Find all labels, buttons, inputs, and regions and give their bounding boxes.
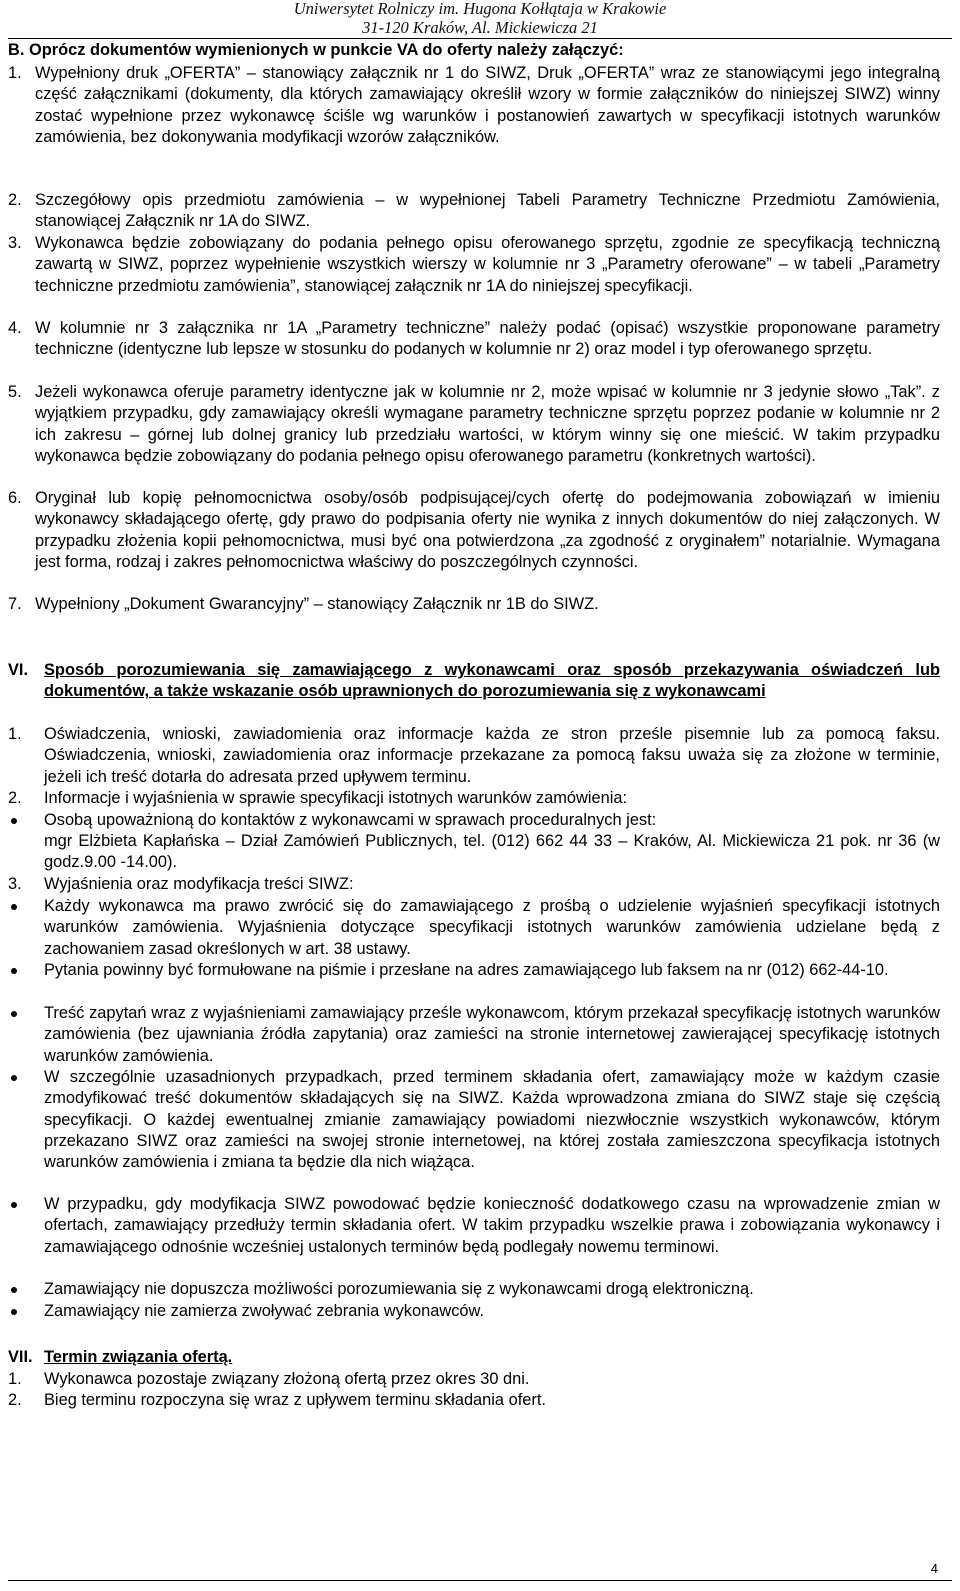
bullet-text: Treść zapytań wraz z wyjaśnieniami zamawiający prześle wykonawcom, którym przekazał specyfikację istotnych warunków zamówienia (bez ujawniania źródła zapytania) oraz zamieści na stronie internetowej zawierającej specyfikację istotnych warunków zamówienia. bbox=[44, 1004, 940, 1065]
bullet-text: Pytania powinny być formułowane na piśmie i przesłane na adres zamawiającego lub faksem na nr (012) 662-44-10. bbox=[44, 961, 889, 979]
list-item bbox=[8, 382, 940, 467]
bullet-text: W szczególnie uzasadnionych przypadkach, przed terminem składania ofert, zamawiający może w każdym czasie zmodyfikować treść dokumentów składających się na SIWZ. Każda wprowadzona zmiana do SIWZ staje się częścią specyfikacji. O każdej ewentualnej zmianie zamawiający powiadomi niezwłocznie wszystkich wykonawców, którym przekazano SIWZ oraz zamieści na swojej stronie internetowej, na której została zamieszczona specyfikacja istotnych warunków zamówienia i zmiana ta będzie dla nich wiążąca. bbox=[44, 1068, 940, 1172]
section-vii-heading bbox=[8, 1347, 940, 1368]
list-item bbox=[8, 233, 940, 297]
list-item-text: Informacje i wyjaśnienia w sprawie specyfikacji istotnych warunków zamówienia: bbox=[44, 789, 628, 807]
list-item-text: Bieg terminu rozpoczyna się wraz z upływem terminu składania ofert. bbox=[44, 1391, 546, 1409]
list-item-number: 1. bbox=[8, 64, 22, 82]
list-item-text: Wypełniony „Dokument Gwarancyjny” – stanowiący Załącznik nr 1B do SIWZ. bbox=[35, 595, 599, 613]
footer-divider bbox=[8, 1580, 952, 1581]
bullet-item bbox=[8, 1003, 940, 1067]
list-item bbox=[8, 1390, 940, 1411]
bullet-item bbox=[8, 1301, 940, 1322]
bullet-icon bbox=[11, 968, 17, 974]
header-university-name: Uniwersytet Rolniczy im. Hugona Kołłątaja w Krakowie bbox=[293, 0, 667, 18]
bullet-text: Osobą upoważnioną do kontaktów z wykonawcami w sprawach proceduralnych jest: bbox=[44, 811, 657, 829]
list-item bbox=[8, 488, 940, 573]
bullet-item bbox=[8, 1279, 940, 1300]
list-item-text: Oryginał lub kopię pełnomocnictwa osoby/osób podpisującej/cych ofertę do podejmowania zobowiązań w imieniu wykonawcy składającego ofertę, gdy prawo do podpisania oferty nie wynika z innych dokumentów do niej załączonych. W przypadku złożenia kopii pełnomocnictwa, musi być ona potwierdzona „za zgodność z oryginałem” notarialnie. Wymagana jest forma, rodzaj i zakres pełnomocnictwa właściwy do poszczególnych czynności. bbox=[35, 489, 940, 571]
bullet-icon bbox=[11, 1202, 17, 1208]
bullet-item bbox=[8, 896, 940, 960]
bullet-icon bbox=[11, 818, 17, 824]
contact-person: mgr Elżbieta Kapłańska – Dział Zamówień Publicznych, tel. (012) 662 44 33 – Kraków, Al. Mickiewicza 21 pok. nr 36 (w godz.9.00 -14.00). bbox=[44, 832, 940, 872]
bullet-item bbox=[8, 1067, 940, 1173]
list-item-number: 2. bbox=[8, 789, 22, 807]
list-item bbox=[8, 594, 940, 615]
section-vi-heading bbox=[8, 660, 940, 703]
section-b-heading: B. Oprócz dokumentów wymienionych w punkcie VA do oferty należy załączyć: bbox=[8, 41, 624, 59]
list-item-text: Jeżeli wykonawca oferuje parametry identyczne jak w kolumnie nr 2, może wpisać w kolumnie nr 3 jedynie słowo „Tak”. z wyjątkiem przypadku, gdy zamawiający określi wymagane parametry techniczne sprzętu poprzez podanie w kolumnie nr 2 ich zakresu – górnej lub dolnej granicy lub przedziału wartości, w którym winny się one mieścić. W takim przypadku wykonawca będzie zobowiązany do podania pełnego opisu oferowanego parametru (konkretnych wartości). bbox=[35, 383, 940, 465]
list-item-number: 2. bbox=[8, 191, 22, 209]
header-address: 31-120 Kraków, Al. Mickiewicza 21 bbox=[362, 18, 598, 37]
list-item-number: 7. bbox=[8, 595, 22, 613]
section-title: Sposób porozumiewania się zamawiającego z wykonawcami oraz sposób przekazywania oświadczeń lub dokumentów, a także wskazanie osób uprawnionych do porozumiewania się z wykonawcami bbox=[44, 661, 940, 701]
bullet-item bbox=[8, 1194, 940, 1258]
bullet-icon bbox=[11, 1011, 17, 1017]
list-item-text: Oświadczenia, wnioski, zawiadomienia oraz informacje każda ze stron prześle pisemnie lub za pomocą faksu. Oświadczenia, wnioski, zawiadomienia oraz informacje przekazane za pomocą faksu uważa się za złożone w terminie, jeżeli ich treść dotarła do adresata przed upływem terminu. bbox=[44, 725, 940, 786]
section-number: VII. bbox=[8, 1348, 33, 1366]
list-item bbox=[8, 788, 940, 809]
list-item-text: Wypełniony druk „OFERTA” – stanowiący załącznik nr 1 do SIWZ, Druk „OFERTA” wraz ze stanowiącymi jego integralną część załącznikami (dokumenty, dla których zamawiający określił wzory w formie załączników do niniejszej SIWZ) winny zostać wypełnione przez wykonawcę ściśle wg warunków i postanowień zawartych w specyfikacji istotnych warunków zamówienia, bez dokonywania modyfikacji wzorów załączników. bbox=[35, 64, 940, 146]
bullet-text: Zamawiający nie dopuszcza możliwości porozumiewania się z wykonawcami drogą elektroniczną. bbox=[44, 1280, 754, 1298]
bullet-icon bbox=[11, 904, 17, 910]
bullet-text: Zamawiający nie zamierza zwoływać zebrania wykonawców. bbox=[44, 1302, 484, 1320]
list-item-number: 6. bbox=[8, 489, 22, 507]
list-item bbox=[8, 318, 940, 361]
list-item-number: 3. bbox=[8, 234, 22, 252]
list-item bbox=[8, 724, 940, 788]
bullet-icon bbox=[11, 1309, 17, 1315]
list-item-number: 3. bbox=[8, 875, 22, 893]
list-item-text: Wyjaśnienia oraz modyfikacja treści SIWZ: bbox=[44, 875, 354, 893]
bullet-icon bbox=[11, 1075, 17, 1081]
list-item-text: Wykonawca będzie zobowiązany do podania pełnego opisu oferowanego sprzętu, zgodnie ze specyfikacją techniczną zawartą w SIWZ, poprzez wypełnienie wszystkich wierszy w kolumnie nr 3 „Parametry oferowane” – w tabeli „Parametry techniczne przedmiotu zamówienia”, stanowiącej załącznik nr 1A do niniejszej specyfikacji. bbox=[35, 234, 940, 295]
list-item-text: W kolumnie nr 3 załącznika nr 1A „Parametry techniczne” należy podać (opisać) wszystkie proponowane parametry techniczne (identyczne lub lepsze w stosunku do podanych w kolumnie nr 2) oraz model i typ oferowanego sprzętu. bbox=[35, 319, 940, 359]
list-item-number: 1. bbox=[8, 725, 22, 743]
list-item bbox=[8, 63, 940, 148]
bullet-text: W przypadku, gdy modyfikacja SIWZ powodować będzie konieczność dodatkowego czasu na wprowadzenie zmian w ofertach, zamawiający przedłuży termin składania ofert. W takim przypadku wszelkie prawa i zobowiązania wykonawcy i zamawiającego odnośnie wcześniej ustalonych terminów będą podlegały nowemu terminowi. bbox=[44, 1195, 940, 1256]
list-item bbox=[8, 190, 940, 233]
bullet-icon bbox=[11, 1287, 17, 1293]
bullet-item bbox=[8, 810, 940, 831]
list-item-number: 1. bbox=[8, 1370, 22, 1388]
section-number: VI. bbox=[8, 661, 29, 679]
bullet-item bbox=[8, 960, 940, 981]
header-divider bbox=[8, 38, 952, 39]
list-item-text: Szczegółowy opis przedmiotu zamówienia – w wypełnionej Tabeli Parametry Techniczne Przedmiotu Zamówienia, stanowiącej Załącznik nr 1A do SIWZ. bbox=[35, 191, 940, 231]
list-item-number: 4. bbox=[8, 319, 22, 337]
list-item-number: 5. bbox=[8, 383, 22, 401]
list-item bbox=[8, 1369, 940, 1390]
section-title: Termin związania ofertą. bbox=[44, 1348, 233, 1366]
list-item-number: 2. bbox=[8, 1391, 22, 1409]
list-item-text: Wykonawca pozostaje związany złożoną ofertą przez okres 30 dni. bbox=[44, 1370, 530, 1388]
page-number: 4 bbox=[930, 1561, 938, 1576]
list-item bbox=[8, 874, 940, 895]
bullet-text: Każdy wykonawca ma prawo zwrócić się do zamawiającego z prośbą o udzielenie wyjaśnień specyfikacji istotnych warunków zamówienia. Wyjaśnienia dotyczące specyfikacji istotnych warunków zamówienia udzielane będą z zachowaniem zasad określonych w art. 38 ustawy. bbox=[44, 897, 940, 958]
